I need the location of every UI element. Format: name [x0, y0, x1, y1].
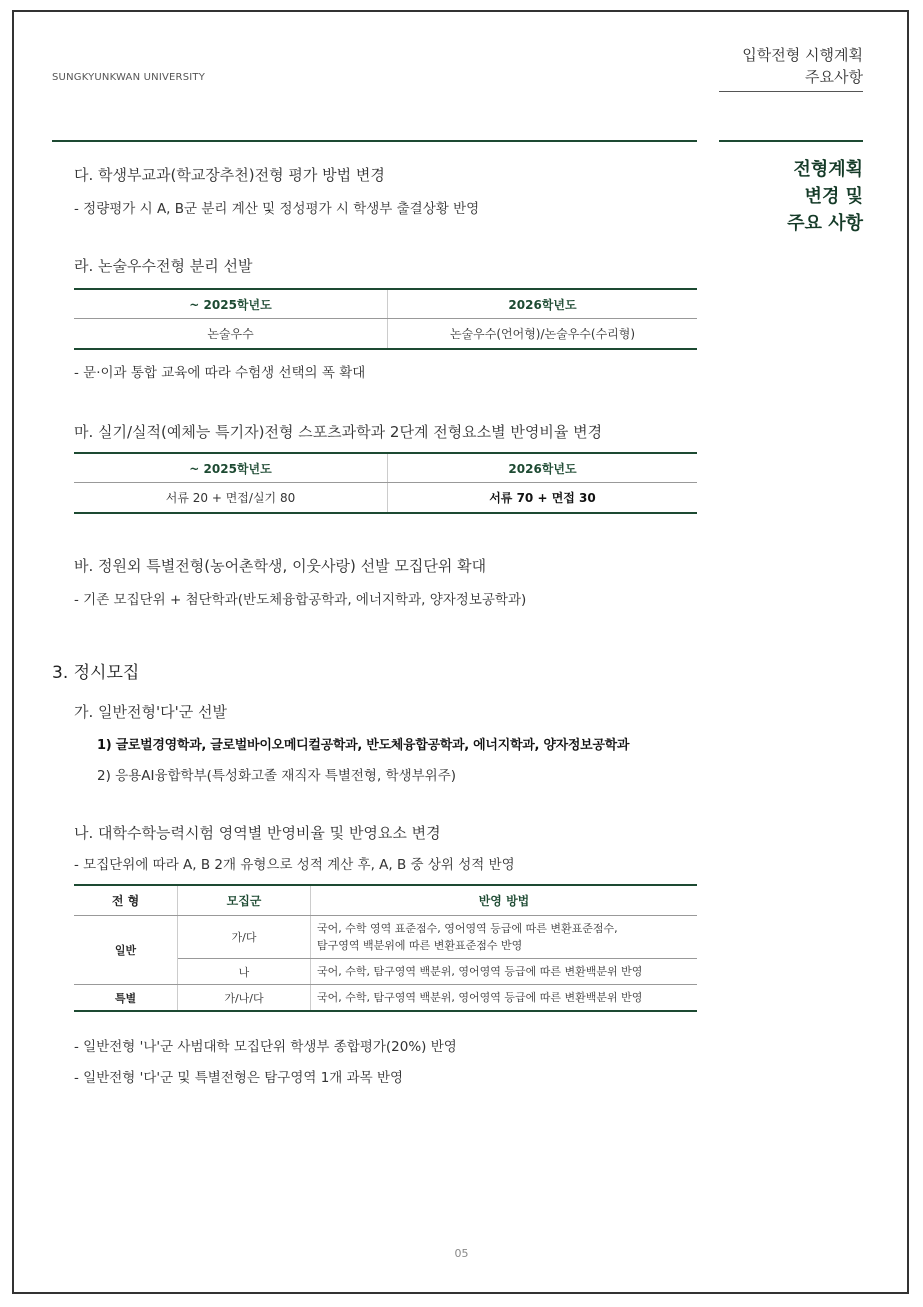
ma-table-cell-2026: 서류 70 + 면접 30: [388, 483, 698, 514]
section3-ga-title: 가. 일반전형'다'군 선발: [74, 703, 227, 721]
table-row: [74, 916, 697, 959]
section-ba-desc: - 기존 모집단위 + 첨단학과(반도체융합공학과, 에너지학과, 양자정보공학과): [74, 592, 527, 608]
ma-table-cell-2025: 서류 20 + 면접/실기 80: [74, 483, 388, 514]
table-cell-method: 국어, 수학, 탐구영역 백분위, 영어영역 등급에 따른 변환백분위 반영: [311, 985, 698, 1012]
section-ba-title: 바. 정원외 특별전형(농어촌학생, 이웃사랑) 선발 모집단위 확대: [74, 557, 487, 575]
university-name: SUNGKYUNKWAN UNIVERSITY: [52, 72, 206, 83]
section3-ga-item2: 2) 응용AI융합학부(특성화고졸 재직자 특별전형, 학생부위주): [97, 768, 457, 784]
sidebar-title-line1: 전형계획: [793, 159, 863, 180]
method-line1: 국어, 수학 영역 표준점수, 영어영역 등급에 따른 변환표준점수,: [317, 922, 618, 935]
header-title-line2: 주요사항: [805, 68, 863, 86]
section-da-title: 다. 학생부교과(학교장추천)전형 평가 방법 변경: [74, 166, 385, 184]
sidebar-title-line3: 주요 사항: [787, 213, 863, 234]
table-cell-method: [311, 916, 698, 959]
sidebar-title-line2: 변경 및: [804, 186, 863, 207]
table-cell-group: 나: [178, 959, 311, 985]
table-row: [74, 985, 697, 1012]
ra-table-header-2026: 2026학년도: [388, 289, 698, 319]
table-cell-group: 가/다: [178, 916, 311, 959]
header-divider: [719, 91, 863, 92]
method-line2: 탐구영역 백분위에 따른 변환표준점수 반영: [317, 939, 523, 952]
table-cell-type: 일반: [74, 916, 178, 985]
ma-comparison-table: [74, 452, 697, 514]
table-cell-type: 특별: [74, 985, 178, 1012]
section3-na-note1: - 일반전형 '나'군 사범대학 모집단위 학생부 종합평가(20%) 반영: [74, 1039, 457, 1055]
table-header-group: 모집군: [178, 885, 311, 916]
section-ra-note: - 문·이과 통합 교육에 따라 수험생 선택의 폭 확대: [74, 365, 366, 381]
section3-ga-item1: 1) 글로벌경영학과, 글로벌바이오메디컬공학과, 반도체융합공학과, 에너지학과, 양자정보공학과: [97, 738, 630, 753]
section3-na-title: 나. 대학수학능력시험 영역별 반영비율 및 반영요소 변경: [74, 824, 441, 842]
header-title: [742, 44, 863, 88]
ra-comparison-table: [74, 288, 697, 350]
table-header-type: 전 형: [74, 885, 178, 916]
ma-table-header-2025: ~ 2025학년도: [74, 453, 388, 483]
side-divider: [719, 140, 863, 142]
table-cell-group: 가/나/다: [178, 985, 311, 1012]
section-da-desc: - 정량평가 시 A, B군 분리 계산 및 정성평가 시 학생부 출결상황 반영: [74, 201, 480, 217]
section-ra-title: 라. 논술우수전형 분리 선발: [74, 257, 253, 275]
ma-table-header-2026: 2026학년도: [388, 453, 698, 483]
sidebar-title: [787, 156, 863, 237]
suneung-reflection-table: [74, 884, 697, 1012]
section-ma-title: 마. 실기/실적(예체능 특기자)전형 스포츠과학과 2단계 전형요소별 반영비율 변경: [74, 423, 603, 441]
section3-na-note2: - 일반전형 '다'군 및 특별전형은 탐구영역 1개 과목 반영: [74, 1070, 404, 1086]
main-divider: [52, 140, 697, 142]
table-cell-method: 국어, 수학, 탐구영역 백분위, 영어영역 등급에 따른 변환백분위 반영: [311, 959, 698, 985]
section3-na-desc: - 모집단위에 따라 A, B 2개 유형으로 성적 계산 후, A, B 중 상위 성적 반영: [74, 857, 515, 873]
header-title-line1: 입학전형 시행계획: [742, 46, 863, 64]
section3-title: 3. 정시모집: [52, 663, 140, 683]
page-number: 05: [454, 1247, 469, 1260]
ra-table-cell-2025: 논술우수: [74, 319, 388, 350]
ra-table-header-2025: ~ 2025학년도: [74, 289, 388, 319]
table-header-method: 반영 방법: [311, 885, 698, 916]
ra-table-cell-2026: 논술우수(언어형)/논술우수(수리형): [388, 319, 698, 350]
